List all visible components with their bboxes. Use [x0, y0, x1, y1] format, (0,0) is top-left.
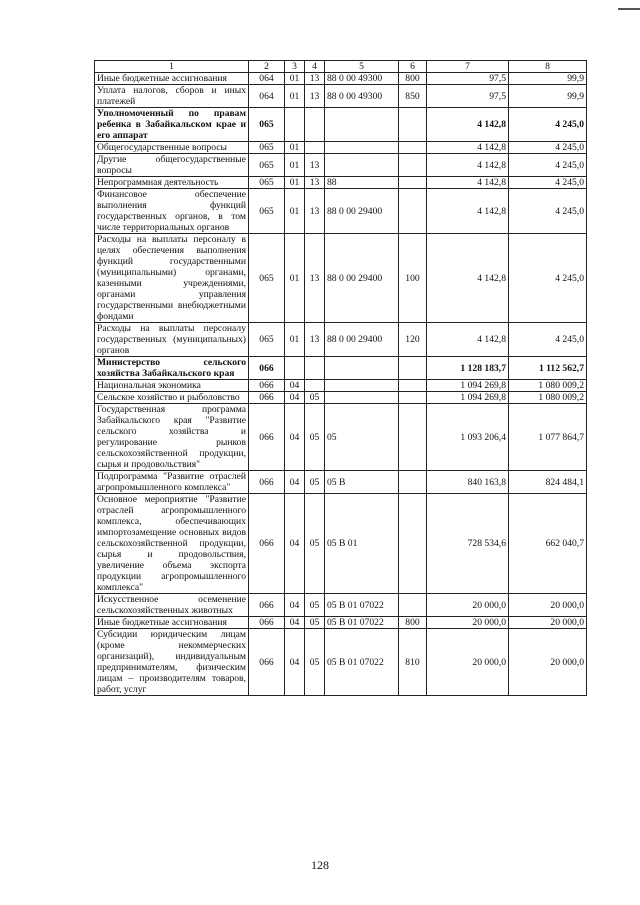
row-amount-cell: 4 142,8	[427, 142, 509, 154]
row-amount-cell: 20 000,0	[509, 617, 587, 629]
row-code-cell: 066	[249, 617, 285, 629]
row-name-cell: Расходы на выплаты персоналу государственных (муниципальных) органов	[95, 323, 249, 357]
row-target-article-cell: 88 0 00 29400	[325, 234, 399, 323]
row-subsection-cell: 13	[305, 323, 325, 357]
row-amount-cell: 97,5	[427, 85, 509, 108]
table-row	[95, 323, 587, 357]
row-section-cell: 04	[285, 617, 305, 629]
row-section-cell: 04	[285, 471, 305, 494]
table-row	[95, 471, 587, 494]
row-amount-cell: 1 112 562,7	[509, 357, 587, 380]
table-row	[95, 617, 587, 629]
row-code-cell: 066	[249, 594, 285, 617]
row-target-article-cell	[325, 142, 399, 154]
row-amount-cell: 4 245,0	[509, 177, 587, 189]
row-section-cell: 04	[285, 629, 305, 696]
table-row	[95, 629, 587, 696]
row-amount-cell: 1 080 009,2	[509, 392, 587, 404]
row-name-cell: Общегосударственные вопросы	[95, 142, 249, 154]
row-target-article-cell: 05 В 01 07022	[325, 594, 399, 617]
row-subsection-cell: 13	[305, 189, 325, 234]
row-expense-type-cell: 100	[399, 234, 427, 323]
row-code-cell: 066	[249, 494, 285, 594]
row-amount-cell: 4 245,0	[509, 323, 587, 357]
row-expense-type-cell	[399, 392, 427, 404]
row-name-cell: Иные бюджетные ассигнования	[95, 73, 249, 85]
row-subsection-cell: 05	[305, 392, 325, 404]
page-number: 128	[311, 858, 329, 872]
row-expense-type-cell	[399, 471, 427, 494]
table-row	[95, 594, 587, 617]
row-target-article-cell: 88 0 00 29400	[325, 189, 399, 234]
header-cell: 7	[427, 61, 509, 73]
row-expense-type-cell: 800	[399, 617, 427, 629]
row-name-cell: Непрограммная деятельность	[95, 177, 249, 189]
header-cell: 3	[285, 61, 305, 73]
row-expense-type-cell	[399, 177, 427, 189]
row-target-article-cell	[325, 154, 399, 177]
row-amount-cell: 4 142,8	[427, 323, 509, 357]
row-section-cell: 01	[285, 142, 305, 154]
row-amount-cell: 4 142,8	[427, 189, 509, 234]
row-subsection-cell: 05	[305, 617, 325, 629]
table-row	[95, 392, 587, 404]
row-amount-cell: 20 000,0	[427, 617, 509, 629]
row-amount-cell: 728 534,6	[427, 494, 509, 594]
row-expense-type-cell	[399, 357, 427, 380]
row-amount-cell: 4 245,0	[509, 142, 587, 154]
row-subsection-cell: 13	[305, 73, 325, 85]
corner-mark	[618, 8, 640, 10]
header-cell: 2	[249, 61, 285, 73]
row-amount-cell: 97,5	[427, 73, 509, 85]
row-code-cell: 065	[249, 323, 285, 357]
row-subsection-cell: 05	[305, 404, 325, 471]
row-code-cell: 066	[249, 357, 285, 380]
table-body	[95, 61, 587, 696]
row-target-article-cell: 88	[325, 177, 399, 189]
row-code-cell: 066	[249, 629, 285, 696]
row-target-article-cell: 05	[325, 404, 399, 471]
header-cell: 1	[95, 61, 249, 73]
row-amount-cell: 99,9	[509, 85, 587, 108]
row-section-cell: 04	[285, 380, 305, 392]
row-subsection-cell: 13	[305, 234, 325, 323]
row-subsection-cell: 05	[305, 494, 325, 594]
row-section-cell	[285, 357, 305, 380]
row-amount-cell: 20 000,0	[427, 594, 509, 617]
row-code-cell: 065	[249, 108, 285, 142]
row-expense-type-cell	[399, 494, 427, 594]
row-code-cell: 065	[249, 177, 285, 189]
row-section-cell: 04	[285, 594, 305, 617]
row-amount-cell: 824 484,1	[509, 471, 587, 494]
row-subsection-cell: 05	[305, 629, 325, 696]
table-row	[95, 357, 587, 380]
row-amount-cell: 20 000,0	[509, 594, 587, 617]
row-name-cell: Государственная программа Забайкальского края "Развитие сельского хозяйства и регулирование рынков сельскохозяйственной продукции, сырья и продовольствия"	[95, 404, 249, 471]
row-section-cell: 01	[285, 177, 305, 189]
row-target-article-cell	[325, 357, 399, 380]
row-subsection-cell	[305, 108, 325, 142]
row-amount-cell: 1 093 206,4	[427, 404, 509, 471]
row-expense-type-cell: 850	[399, 85, 427, 108]
row-code-cell: 066	[249, 404, 285, 471]
row-amount-cell: 4 245,0	[509, 108, 587, 142]
row-name-cell: Сельское хозяйство и рыболовство	[95, 392, 249, 404]
table-row	[95, 154, 587, 177]
row-target-article-cell: 05 В 01 07022	[325, 617, 399, 629]
row-target-article-cell: 05 В 01	[325, 494, 399, 594]
row-amount-cell: 4 142,8	[427, 177, 509, 189]
row-amount-cell: 840 163,8	[427, 471, 509, 494]
row-expense-type-cell: 810	[399, 629, 427, 696]
table-row	[95, 108, 587, 142]
row-name-cell: Подпрограмма "Развитие отраслей агропромышленного комплекса"	[95, 471, 249, 494]
row-subsection-cell	[305, 142, 325, 154]
row-code-cell: 065	[249, 154, 285, 177]
row-code-cell: 065	[249, 189, 285, 234]
row-section-cell: 01	[285, 73, 305, 85]
row-code-cell: 064	[249, 85, 285, 108]
row-section-cell: 01	[285, 154, 305, 177]
row-expense-type-cell	[399, 154, 427, 177]
row-section-cell: 01	[285, 234, 305, 323]
row-name-cell: Финансовое обеспечение выполнения функций государственных органов, в том числе территориальных органов	[95, 189, 249, 234]
row-subsection-cell: 13	[305, 85, 325, 108]
header-cell: 4	[305, 61, 325, 73]
row-subsection-cell: 13	[305, 177, 325, 189]
row-target-article-cell	[325, 108, 399, 142]
row-amount-cell: 20 000,0	[509, 629, 587, 696]
row-name-cell: Национальная экономика	[95, 380, 249, 392]
row-code-cell: 064	[249, 73, 285, 85]
row-amount-cell: 4 142,8	[427, 234, 509, 323]
row-amount-cell: 4 142,8	[427, 154, 509, 177]
row-name-cell: Министерство сельского хозяйства Забайкальского края	[95, 357, 249, 380]
row-amount-cell: 99,9	[509, 73, 587, 85]
header-cell: 5	[325, 61, 399, 73]
table-row	[95, 73, 587, 85]
row-name-cell: Субсидии юридическим лицам (кроме некоммерческих организаций), индивидуальным предпринимателям, физическим лицам – производителям товаров, работ, услуг	[95, 629, 249, 696]
table-row	[95, 380, 587, 392]
row-amount-cell: 662 040,7	[509, 494, 587, 594]
row-code-cell: 066	[249, 471, 285, 494]
table-row	[95, 494, 587, 594]
row-code-cell: 065	[249, 142, 285, 154]
row-code-cell: 065	[249, 234, 285, 323]
row-expense-type-cell	[399, 594, 427, 617]
row-section-cell: 04	[285, 494, 305, 594]
row-name-cell: Уплата налогов, сборов и иных платежей	[95, 85, 249, 108]
table-row	[95, 404, 587, 471]
row-section-cell: 04	[285, 404, 305, 471]
row-target-article-cell	[325, 392, 399, 404]
row-amount-cell: 4 245,0	[509, 189, 587, 234]
row-expense-type-cell	[399, 142, 427, 154]
row-code-cell: 066	[249, 392, 285, 404]
row-code-cell: 066	[249, 380, 285, 392]
row-name-cell: Другие общегосударственные вопросы	[95, 154, 249, 177]
row-section-cell	[285, 108, 305, 142]
header-row	[95, 61, 587, 73]
row-target-article-cell: 05 В 01 07022	[325, 629, 399, 696]
table-row	[95, 234, 587, 323]
row-amount-cell: 20 000,0	[427, 629, 509, 696]
row-amount-cell: 1 094 269,8	[427, 392, 509, 404]
row-expense-type-cell	[399, 404, 427, 471]
row-name-cell: Расходы на выплаты персоналу в целях обеспечения выполнения функций государственными (муниципальными) органами, казенными учреждениями, органами управления государственными внебюджетными фондами	[95, 234, 249, 323]
table-row	[95, 177, 587, 189]
row-target-article-cell	[325, 380, 399, 392]
row-target-article-cell: 88 0 00 49300	[325, 85, 399, 108]
row-target-article-cell: 05 В	[325, 471, 399, 494]
row-name-cell: Основное мероприятие "Развитие отраслей агропромышленного комплекса, обеспечивающих импортозамещение основных видов сельскохозяйственной продукции, сырья и продовольствия, увеличение объема экспорта продукции агропромышленного комплекса"	[95, 494, 249, 594]
row-expense-type-cell	[399, 380, 427, 392]
row-expense-type-cell	[399, 108, 427, 142]
table-row	[95, 189, 587, 234]
row-expense-type-cell	[399, 189, 427, 234]
row-name-cell: Уполномоченный по правам ребенка в Забайкальском крае и его аппарат	[95, 108, 249, 142]
row-target-article-cell: 88 0 00 29400	[325, 323, 399, 357]
row-section-cell: 01	[285, 85, 305, 108]
row-section-cell: 04	[285, 392, 305, 404]
row-name-cell: Иные бюджетные ассигнования	[95, 617, 249, 629]
row-amount-cell: 4 142,8	[427, 108, 509, 142]
row-amount-cell: 1 094 269,8	[427, 380, 509, 392]
row-section-cell: 01	[285, 323, 305, 357]
table-row	[95, 142, 587, 154]
row-expense-type-cell: 120	[399, 323, 427, 357]
row-amount-cell: 1 080 009,2	[509, 380, 587, 392]
table-row	[95, 85, 587, 108]
header-cell: 6	[399, 61, 427, 73]
header-cell: 8	[509, 61, 587, 73]
budget-table	[94, 60, 587, 696]
row-target-article-cell: 88 0 00 49300	[325, 73, 399, 85]
row-expense-type-cell: 800	[399, 73, 427, 85]
row-subsection-cell: 05	[305, 594, 325, 617]
row-subsection-cell	[305, 357, 325, 380]
row-section-cell: 01	[285, 189, 305, 234]
row-subsection-cell	[305, 380, 325, 392]
row-subsection-cell: 13	[305, 154, 325, 177]
row-subsection-cell: 05	[305, 471, 325, 494]
row-amount-cell: 1 128 183,7	[427, 357, 509, 380]
row-amount-cell: 4 245,0	[509, 234, 587, 323]
row-name-cell: Искусственное осеменение сельскохозяйственных животных	[95, 594, 249, 617]
row-amount-cell: 1 077 864,7	[509, 404, 587, 471]
row-amount-cell: 4 245,0	[509, 154, 587, 177]
